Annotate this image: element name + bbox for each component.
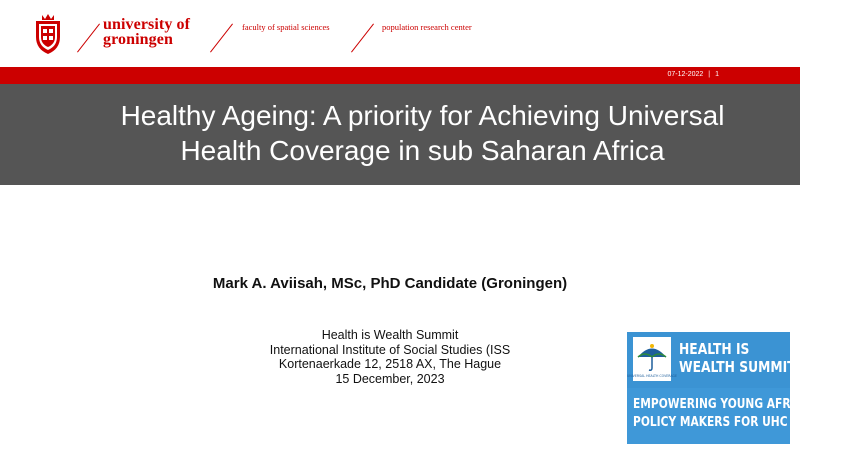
- divider-slash: [210, 24, 233, 53]
- title-band: [0, 84, 800, 185]
- slide-header: [0, 0, 800, 67]
- faculty-name: faculty of spatial sciences: [242, 22, 330, 32]
- slide-title: [0, 98, 845, 168]
- slide-date: 07-12-2022: [667, 71, 704, 78]
- logo-tagline-line1: EMPOWERING YOUNG AFRICAN: [633, 397, 820, 412]
- meta-separator: |: [708, 71, 711, 78]
- logo-emblem: [627, 337, 677, 381]
- logo-heading-line1: HEALTH IS: [679, 340, 750, 358]
- author-name: Mark A. Aviisah, MSc, PhD Candidate (Groningen): [212, 275, 568, 292]
- umbrella-icon: [627, 337, 677, 381]
- university-name-line1: university of: [103, 16, 191, 33]
- summit-logo: [627, 332, 820, 444]
- title-line2: Health Coverage in sub Saharan Africa: [180, 135, 665, 166]
- logo-emblem-text: UNIVERSAL HEALTH COVERAGE: [627, 374, 677, 378]
- event-address: Kortenaerkade 12, 2518 AX, The Hague: [278, 357, 502, 371]
- title-line1: Healthy Ageing: A priority for Achieving Universal: [120, 100, 725, 131]
- event-date: 15 December, 2023: [335, 371, 445, 386]
- logo-tagline-line2: POLICY MAKERS FOR UHC: [633, 415, 788, 430]
- slide-meta: [667, 71, 719, 78]
- research-center-name: population research center: [382, 22, 472, 32]
- crest-icon: [33, 13, 63, 55]
- university-name: [103, 17, 190, 47]
- logo-heading: [679, 340, 796, 376]
- divider-slash: [351, 24, 374, 53]
- divider-slash: [77, 24, 100, 53]
- logo-tagline: [633, 396, 820, 432]
- event-venue: International Institute of Social Studies (ISS: [269, 342, 511, 357]
- logo-heading-line2: WEALTH SUMMIT: [679, 358, 796, 376]
- slide-number: 1: [715, 71, 719, 78]
- red-bar: [0, 67, 800, 84]
- event-name: Health is Wealth Summit: [321, 328, 459, 342]
- university-name-line2: groningen: [103, 31, 173, 48]
